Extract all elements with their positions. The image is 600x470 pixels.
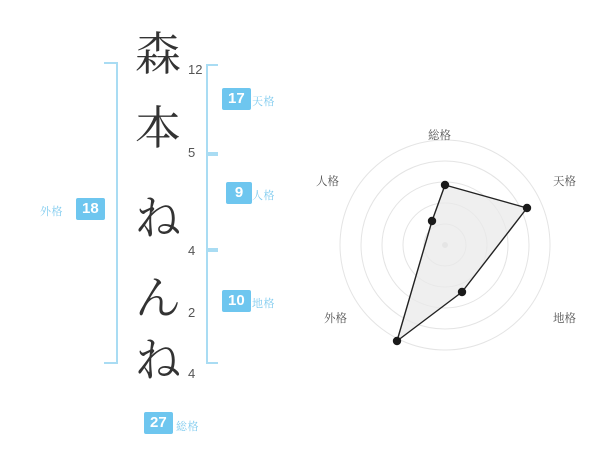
tenkaku-badge: 17	[222, 88, 251, 110]
name-char-1: 森	[135, 29, 181, 80]
name-char-2: 本	[135, 103, 181, 154]
radar-svg	[310, 95, 600, 395]
radar-axis-label-soukaku: 総格	[428, 130, 451, 142]
radar-polygon	[393, 181, 531, 345]
radar-axis-label-tenkaku: 天格	[553, 176, 576, 188]
name-char-5: ね	[135, 335, 181, 386]
gaikaku-bracket	[104, 62, 118, 364]
jinkaku-badge: 9	[226, 182, 252, 204]
chikaku-bracket	[206, 248, 218, 364]
radar-axis-label-gaikaku: 外格	[324, 313, 347, 325]
radar-chart	[310, 95, 600, 395]
name-char-3: ね	[135, 193, 181, 244]
radar-axis-label-jinkaku: 人格	[316, 176, 339, 188]
stroke-count-5: 4	[188, 366, 196, 381]
stroke-count-1: 12	[188, 62, 203, 77]
jinkaku-bracket	[206, 152, 218, 252]
chikaku-label: 地格	[252, 298, 275, 310]
stroke-count-2: 5	[188, 145, 196, 160]
stroke-count-3: 4	[188, 243, 196, 258]
tenkaku-bracket	[206, 64, 218, 156]
tenkaku-label: 天格	[252, 96, 275, 108]
jinkaku-label: 人格	[252, 190, 275, 202]
gaikaku-label: 外格	[40, 206, 63, 218]
soukaku-badge: 27	[144, 412, 173, 434]
name-char-4: ん	[135, 273, 181, 324]
gaikaku-badge: 18	[76, 198, 105, 220]
stroke-count-4: 2	[188, 305, 196, 320]
radar-axis-label-chikaku: 地格	[553, 313, 576, 325]
chikaku-badge: 10	[222, 290, 251, 312]
soukaku-label: 総格	[176, 421, 199, 433]
